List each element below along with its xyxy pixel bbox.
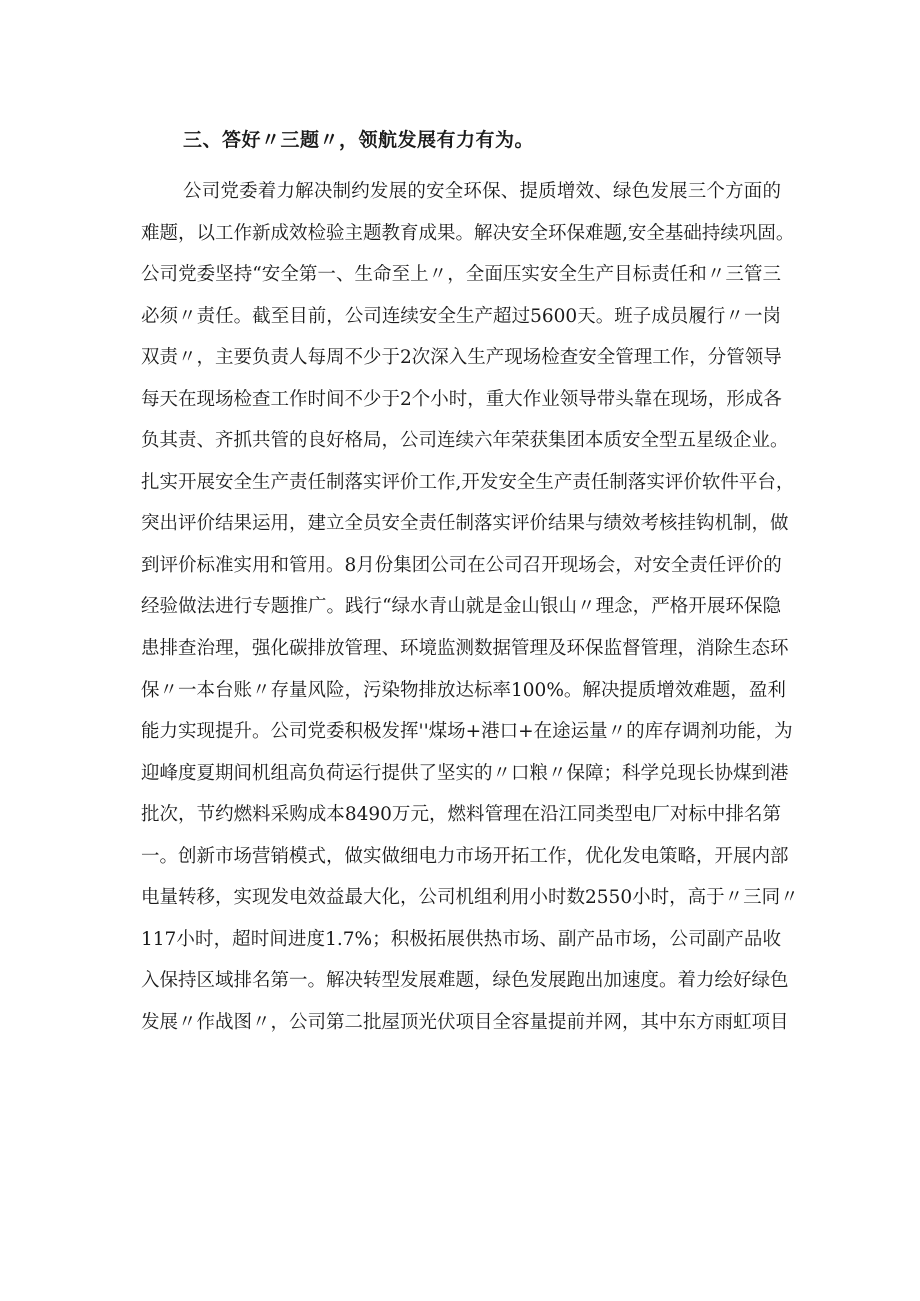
paragraph-line: 入保持区域排名第一。解决转型发展难题，绿色发展跑出加速度。着力绘好绿色	[141, 970, 789, 992]
paragraph-line: 负其责、齐抓共管的良好格局，公司连续六年荣获集团本质安全型五星级企业。	[141, 430, 789, 452]
section-heading: 三、答好〃三题〃，领航发展有力有为。	[183, 129, 535, 151]
paragraph-line: 难题，以工作新成效检验主题教育成果。解决安全环保难题,安全基础持续巩固。	[141, 222, 795, 244]
paragraph-line: 必须〃责任。截至目前，公司连续安全生产超过5600天。班子成员履行〃一岗	[141, 305, 781, 327]
paragraph-line: 117小时，超时间进度1.7%；积极拓展供热市场、副产品市场，公司副产品收	[141, 928, 781, 950]
paragraph-line: 电量转移，实现发电效益最大化，公司机组利用小时数2550小时，高于〃三同〃	[141, 887, 799, 909]
paragraph-line: 迎峰度夏期间机组高负荷运行提供了坚实的〃口粮〃保障；科学兑现长协煤到港	[141, 762, 789, 784]
paragraph-line: 能力实现提升。公司党委积极发挥''煤场+港口+在途运量〃的库存调剂功能，为	[141, 721, 793, 743]
paragraph-line: 批次，节约燃料采购成本8490万元，燃料管理在沿江同类型电厂对标中排名第	[141, 804, 781, 826]
paragraph-line: 经验做法进行专题推广。践行“绿水青山就是金山银山〃理念，严格开展环保隐	[141, 596, 781, 618]
paragraph-line: 扎实开展安全生产责任制落实评价工作,开发安全生产责任制落实评价软件平台，	[141, 471, 795, 493]
paragraph-line: 一。创新市场营销模式，做实做细电力市场开拓工作，优化发电策略，开展内部	[141, 845, 789, 867]
paragraph-line: 到评价标准实用和管用。8月份集团公司在公司召开现场会，对安全责任评价的	[141, 554, 782, 576]
paragraph-line: 双责〃，主要负责人每周不少于2次深入生产现场检查安全管理工作，分管领导	[141, 347, 782, 369]
paragraph-line: 公司党委坚持“安全第一、生命至上〃，全面压实安全生产目标责任和〃三管三	[141, 264, 781, 286]
paragraph-line: 公司党委着力解决制约发展的安全环保、提质增效、绿色发展三个方面的	[183, 181, 781, 202]
paragraph-line: 突出评价结果运用，建立全员安全责任制落实评价结果与绩效考核挂钩机制，做	[141, 513, 789, 535]
body-paragraph	[141, 171, 799, 1043]
paragraph-line: 保〃一本台账〃存量风险，污染物排放达标率100%。解决提质增效难题，盈利	[141, 679, 786, 701]
paragraph-line: 发展〃作战图〃，公司第二批屋顶光伏项目全容量提前并网，其中东方雨虹项目	[141, 1011, 789, 1033]
paragraph-line: 患排查治理，强化碳排放管理、环境监测数据管理及环保监督管理，消除生态环	[141, 638, 789, 660]
paragraph-line: 每天在现场检查工作时间不少于2个小时，重大作业领导带头靠在现场，形成各	[141, 388, 782, 410]
